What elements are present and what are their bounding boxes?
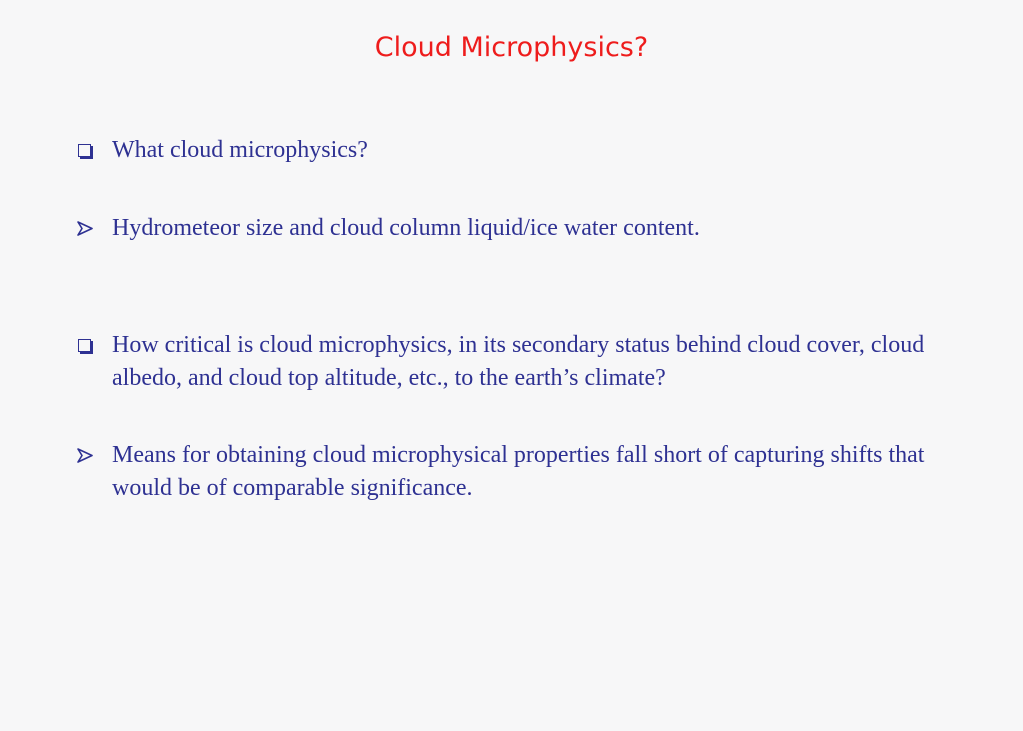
bullet-item — [76, 212, 936, 245]
bullet-text: Hydrometeor size and cloud column liquid/ice water content. — [112, 215, 700, 241]
checkbox-square-icon — [76, 134, 112, 166]
bullet-item — [76, 329, 936, 395]
bullet-item — [76, 134, 936, 167]
arrowhead-icon — [76, 439, 112, 471]
bullet-item — [76, 439, 936, 505]
slide-title: Cloud Microphysics? — [374, 32, 649, 63]
bullet-text: How critical is cloud microphysics, in its secondary status behind cloud cover, cloud albedo, and cloud top altitude, etc., to the earth’s climate? — [112, 332, 925, 391]
bullet-text: What cloud microphysics? — [112, 137, 368, 163]
arrowhead-icon — [76, 212, 112, 244]
checkbox-square-icon — [76, 329, 112, 361]
bullet-text: Means for obtaining cloud microphysical properties fall short of capturing shifts that would be of comparable significance. — [112, 442, 925, 501]
